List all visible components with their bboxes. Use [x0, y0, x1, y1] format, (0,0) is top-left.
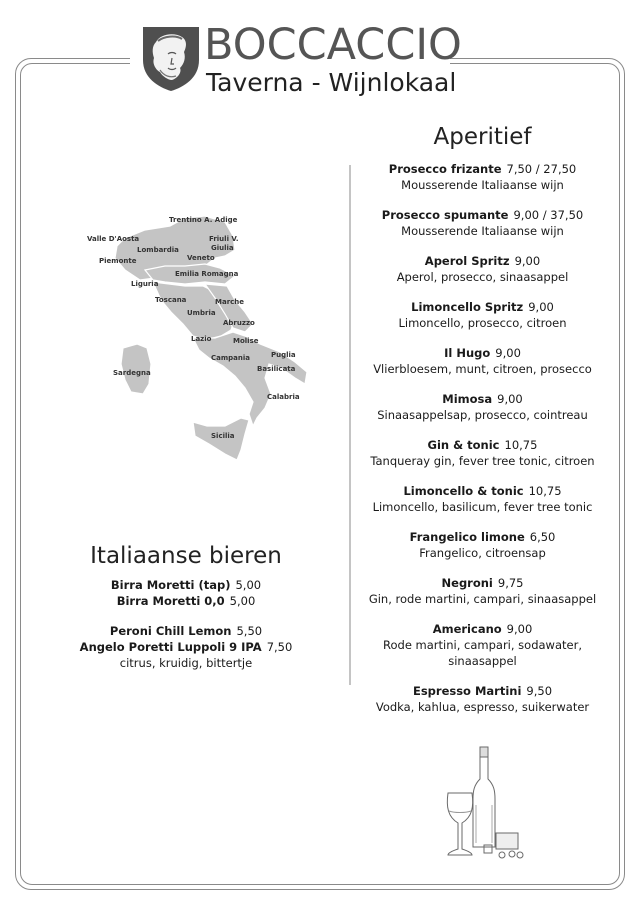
map-label: Puglia [271, 351, 296, 359]
map-label: Basilicata [257, 365, 296, 373]
menu-item-price: 7,50 / 27,50 [506, 162, 577, 176]
beer-price: 7,50 [266, 640, 293, 654]
menu-item-price: 9,00 [495, 346, 521, 360]
menu-item-desc: Limoncello, prosecco, citroen [398, 316, 567, 330]
map-label: Molise [233, 337, 259, 345]
menu-item-price: 9,00 [497, 392, 523, 406]
map-label: Toscana [155, 296, 187, 304]
beer-name: Peroni Chill Lemon [109, 624, 232, 638]
menu-item-desc: Limoncello, basilicum, fever tree tonic [372, 500, 593, 514]
menu-item-price: 10,75 [504, 438, 538, 452]
beer-name: Angelo Poretti Luppoli 9 IPA [79, 640, 262, 654]
menu-item-name: Limoncello Spritz [411, 300, 524, 314]
map-label: Lazio [191, 335, 212, 343]
menu-item [355, 621, 610, 669]
menu-item-desc: Aperol, prosecco, sinaasappel [396, 270, 569, 284]
menu-item [355, 253, 610, 285]
menu-item-desc: Vodka, kahlua, espresso, suikerwater [375, 700, 590, 714]
map-label: Lombardia [137, 246, 179, 254]
menu-item-price: 9,00 [506, 622, 533, 636]
brand-subtitle: Taverna - Wijnlokaal [206, 68, 457, 97]
menu-item-desc: Gin, rode martini, campari, sinaasappel [368, 592, 597, 606]
menu-item [355, 683, 610, 715]
menu-item-price: 9,00 [528, 300, 554, 314]
section-title: Italiaanse bieren [90, 543, 282, 569]
aperitief-section [355, 122, 610, 729]
menu-item-name: Negroni [441, 576, 493, 590]
menu-item [355, 345, 610, 377]
map-label: Friuli V. [209, 235, 239, 243]
menu-item [355, 437, 610, 469]
beer-name: Birra Moretti (tap) [110, 578, 231, 592]
menu-item-desc: Mousserende Italiaanse wijn [401, 178, 564, 192]
map-label: Piemonte [99, 257, 137, 265]
menu-item-price: 9,50 [526, 684, 553, 698]
menu-item-desc: Sinaasappelsap, prosecco, cointreau [377, 408, 588, 422]
map-label: Calabria [267, 393, 300, 401]
map-region-south [193, 332, 307, 426]
beer-price: 5,00 [229, 594, 256, 608]
map-label: Liguria [131, 280, 159, 288]
map-label: Veneto [187, 254, 215, 262]
menu-item-name: Prosecco frizante [388, 162, 502, 176]
map-label: Marche [215, 298, 245, 306]
beer-item [68, 623, 304, 639]
aperitief-list [355, 161, 610, 715]
menu-item [355, 575, 610, 607]
menu-item-name: Frangelico limone [409, 530, 525, 544]
map-label: Umbria [187, 309, 216, 317]
map-label: Trentino A. Adige [169, 216, 238, 224]
menu-item-price: 9,00 [514, 254, 541, 268]
beer-item [68, 577, 304, 593]
map-label: Sicilia [211, 432, 235, 440]
menu-item-desc: Frangelico, citroensap [419, 546, 546, 560]
menu-item [355, 483, 610, 515]
wine-bottle-glass-cheese-icon [440, 745, 535, 865]
menu-item [355, 391, 610, 423]
brand-name: BOCCACCIO [204, 20, 462, 70]
menu-item-desc: Rode martini, campari, sodawater, sinaasappel [383, 638, 582, 668]
bieren-section [68, 541, 304, 671]
menu-item-price: 9,00 / 37,50 [513, 208, 584, 222]
menu-item-name: Gin & tonic [427, 438, 500, 452]
shield-bust-icon [142, 26, 200, 92]
beer-item [68, 639, 304, 671]
menu-item-desc: Mousserende Italiaanse wijn [401, 224, 564, 238]
menu-item-desc: Tanqueray gin, fever tree tonic, citroen [370, 454, 595, 468]
menu-item-name: Mimosa [442, 392, 493, 406]
logo [142, 20, 462, 102]
menu-item-name: Prosecco spumante [381, 208, 509, 222]
beer-item [68, 593, 304, 609]
menu-item-price: 9,75 [497, 576, 524, 590]
map-label: Abruzzo [223, 319, 255, 327]
menu-item [355, 529, 610, 561]
map-label: Emilia Romagna [175, 270, 239, 278]
menu-item-name: Il Hugo [444, 346, 491, 360]
menu-item-name: Aperol Spritz [424, 254, 510, 268]
menu-item [355, 207, 610, 239]
column-divider [349, 165, 351, 685]
map-label: Sardegna [113, 369, 151, 377]
map-label: Campania [211, 354, 250, 362]
map-label: Giulia [211, 244, 234, 252]
menu-item-desc: Vlierbloesem, munt, citroen, prosecco [373, 362, 592, 376]
spacer [68, 609, 304, 623]
menu-item-name: Limoncello & tonic [403, 484, 524, 498]
menu-item [355, 161, 610, 193]
beer-price: 5,00 [235, 578, 262, 592]
menu-item-price: 10,75 [528, 484, 562, 498]
menu-item-name: Espresso Martini [412, 684, 522, 698]
beer-name: Birra Moretti 0,0 [116, 594, 225, 608]
map-label: Valle D'Aosta [87, 235, 140, 243]
beer-desc: citrus, kruidig, bittertje [119, 656, 253, 670]
menu-item-name: Americano [432, 622, 502, 636]
menu-item-price: 6,50 [529, 530, 556, 544]
beer-price: 5,50 [236, 624, 263, 638]
menu-item [355, 299, 610, 331]
italy-map [85, 208, 315, 463]
section-title: Aperitief [433, 124, 532, 150]
